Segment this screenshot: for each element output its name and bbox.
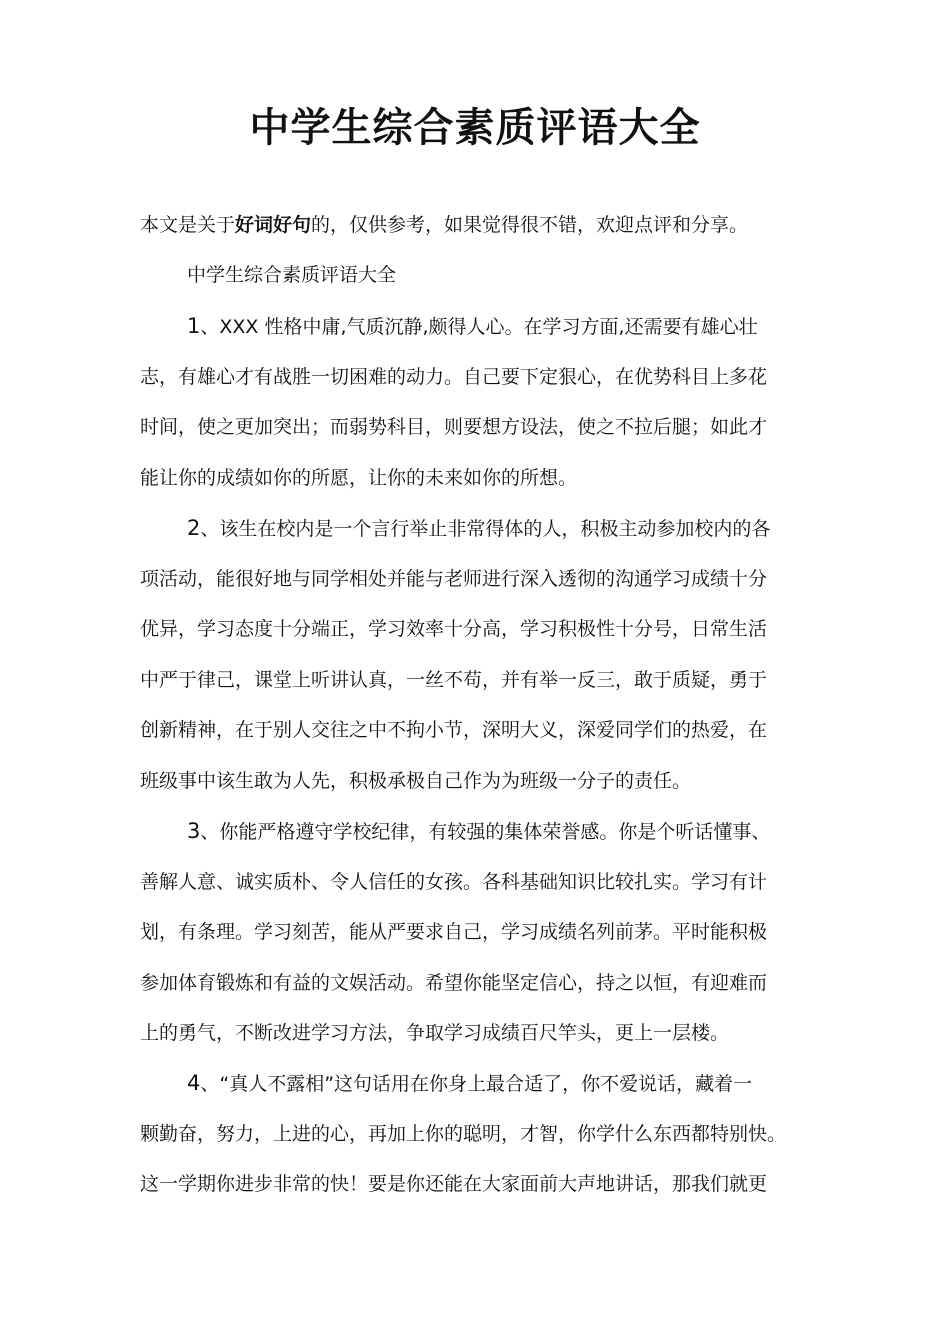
paragraph-number: 2 <box>187 516 201 540</box>
document-subtitle: 中学生综合素质评语大全 <box>187 264 397 286</box>
paragraph-2 <box>140 513 830 817</box>
paragraph-line: 志，有雄心才有战胜一切困难的动力。自己要下定狠心，在优势科目上多花 <box>140 365 768 388</box>
intro-prefix: 本文是关于 <box>140 214 236 236</box>
line-text: 、“真人不露相”这句话用在你身上最合适了，你不爱说话，藏着一 <box>200 1073 753 1095</box>
paragraph-line: 这一学期你进步非常的快！要是你还能在大家面前大声地讲话，那我们就更 <box>140 1173 768 1196</box>
line-text: 、该生在校内是一个言行举止非常得体的人，积极主动参加校内的各 <box>200 518 771 540</box>
paragraph-line: 颗勤奋，努力，上进的心，再加上你的聪明，才智，你学什么东西都特别快。 <box>140 1122 787 1145</box>
document-title: 中学生综合素质评语大全 <box>249 105 701 151</box>
paragraph-number: 4 <box>187 1071 201 1095</box>
paragraph-1 <box>140 311 830 513</box>
paragraph-line: 时间，使之更加突出；而弱势科目，则要想方设法，使之不拉后腿；如此才 <box>140 416 768 439</box>
paragraph-line: 班级事中该生敢为人先，积极承极自己作为为班级一分子的责任。 <box>140 769 692 792</box>
intro-text <box>140 210 840 240</box>
paragraph-line <box>140 816 830 867</box>
intro-suffix: 的，仅供参考，如果觉得很不错，欢迎点评和分享。 <box>311 214 749 236</box>
paragraph-line: 善解人意、诚实质朴、令人信任的女孩。各科基础知识比较扎实。学习有计 <box>140 870 768 893</box>
paragraph-4 <box>140 1068 830 1220</box>
paragraph-line <box>140 311 830 362</box>
paragraph-line: 划，有条理。学习刻苦，能从严要求自己，学习成绩名列前茅。平时能积极 <box>140 921 768 944</box>
paragraph-3 <box>140 816 830 1069</box>
paragraph-line: 能让你的成绩如你的所愿，让你的未来如你的所想。 <box>140 466 578 489</box>
paragraph-line: 参加体育锻炼和有益的文娱活动。希望你能坚定信心，持之以恒，有迎难而 <box>140 971 768 994</box>
paragraph-line: 中严于律己，课堂上听讲认真，一丝不苟，并有举一反三，敢于质疑，勇于 <box>140 668 768 691</box>
paragraph-line: 项活动，能很好地与同学相处并能与老师进行深入透彻的沟通学习成绩十分 <box>140 567 768 590</box>
paragraph-line <box>140 1068 830 1119</box>
line-text: 、你能严格遵守学校纪律，有较强的集体荣誉感。你是个听话懂事、 <box>200 821 771 843</box>
paragraph-line: 创新精神，在于别人交往之中不拘小节，深明大义，深爱同学们的热爱，在 <box>140 719 768 742</box>
line-text: 、XXX 性格中庸,气质沉静,颇得人心。在学习方面,还需要有雄心壮 <box>200 316 758 338</box>
paragraph-number: 1 <box>187 314 201 338</box>
intro-keyword: 好词好句 <box>235 214 312 236</box>
paragraph-line: 优异，学习态度十分端正，学习效率十分高，学习积极性十分号，日常生活 <box>140 618 768 641</box>
paragraph-line: 上的勇气，不断改进学习方法，争取学习成绩百尺竿头，更上一层楼。 <box>140 1022 730 1045</box>
paragraph-line <box>140 513 830 564</box>
paragraph-number: 3 <box>187 819 201 843</box>
